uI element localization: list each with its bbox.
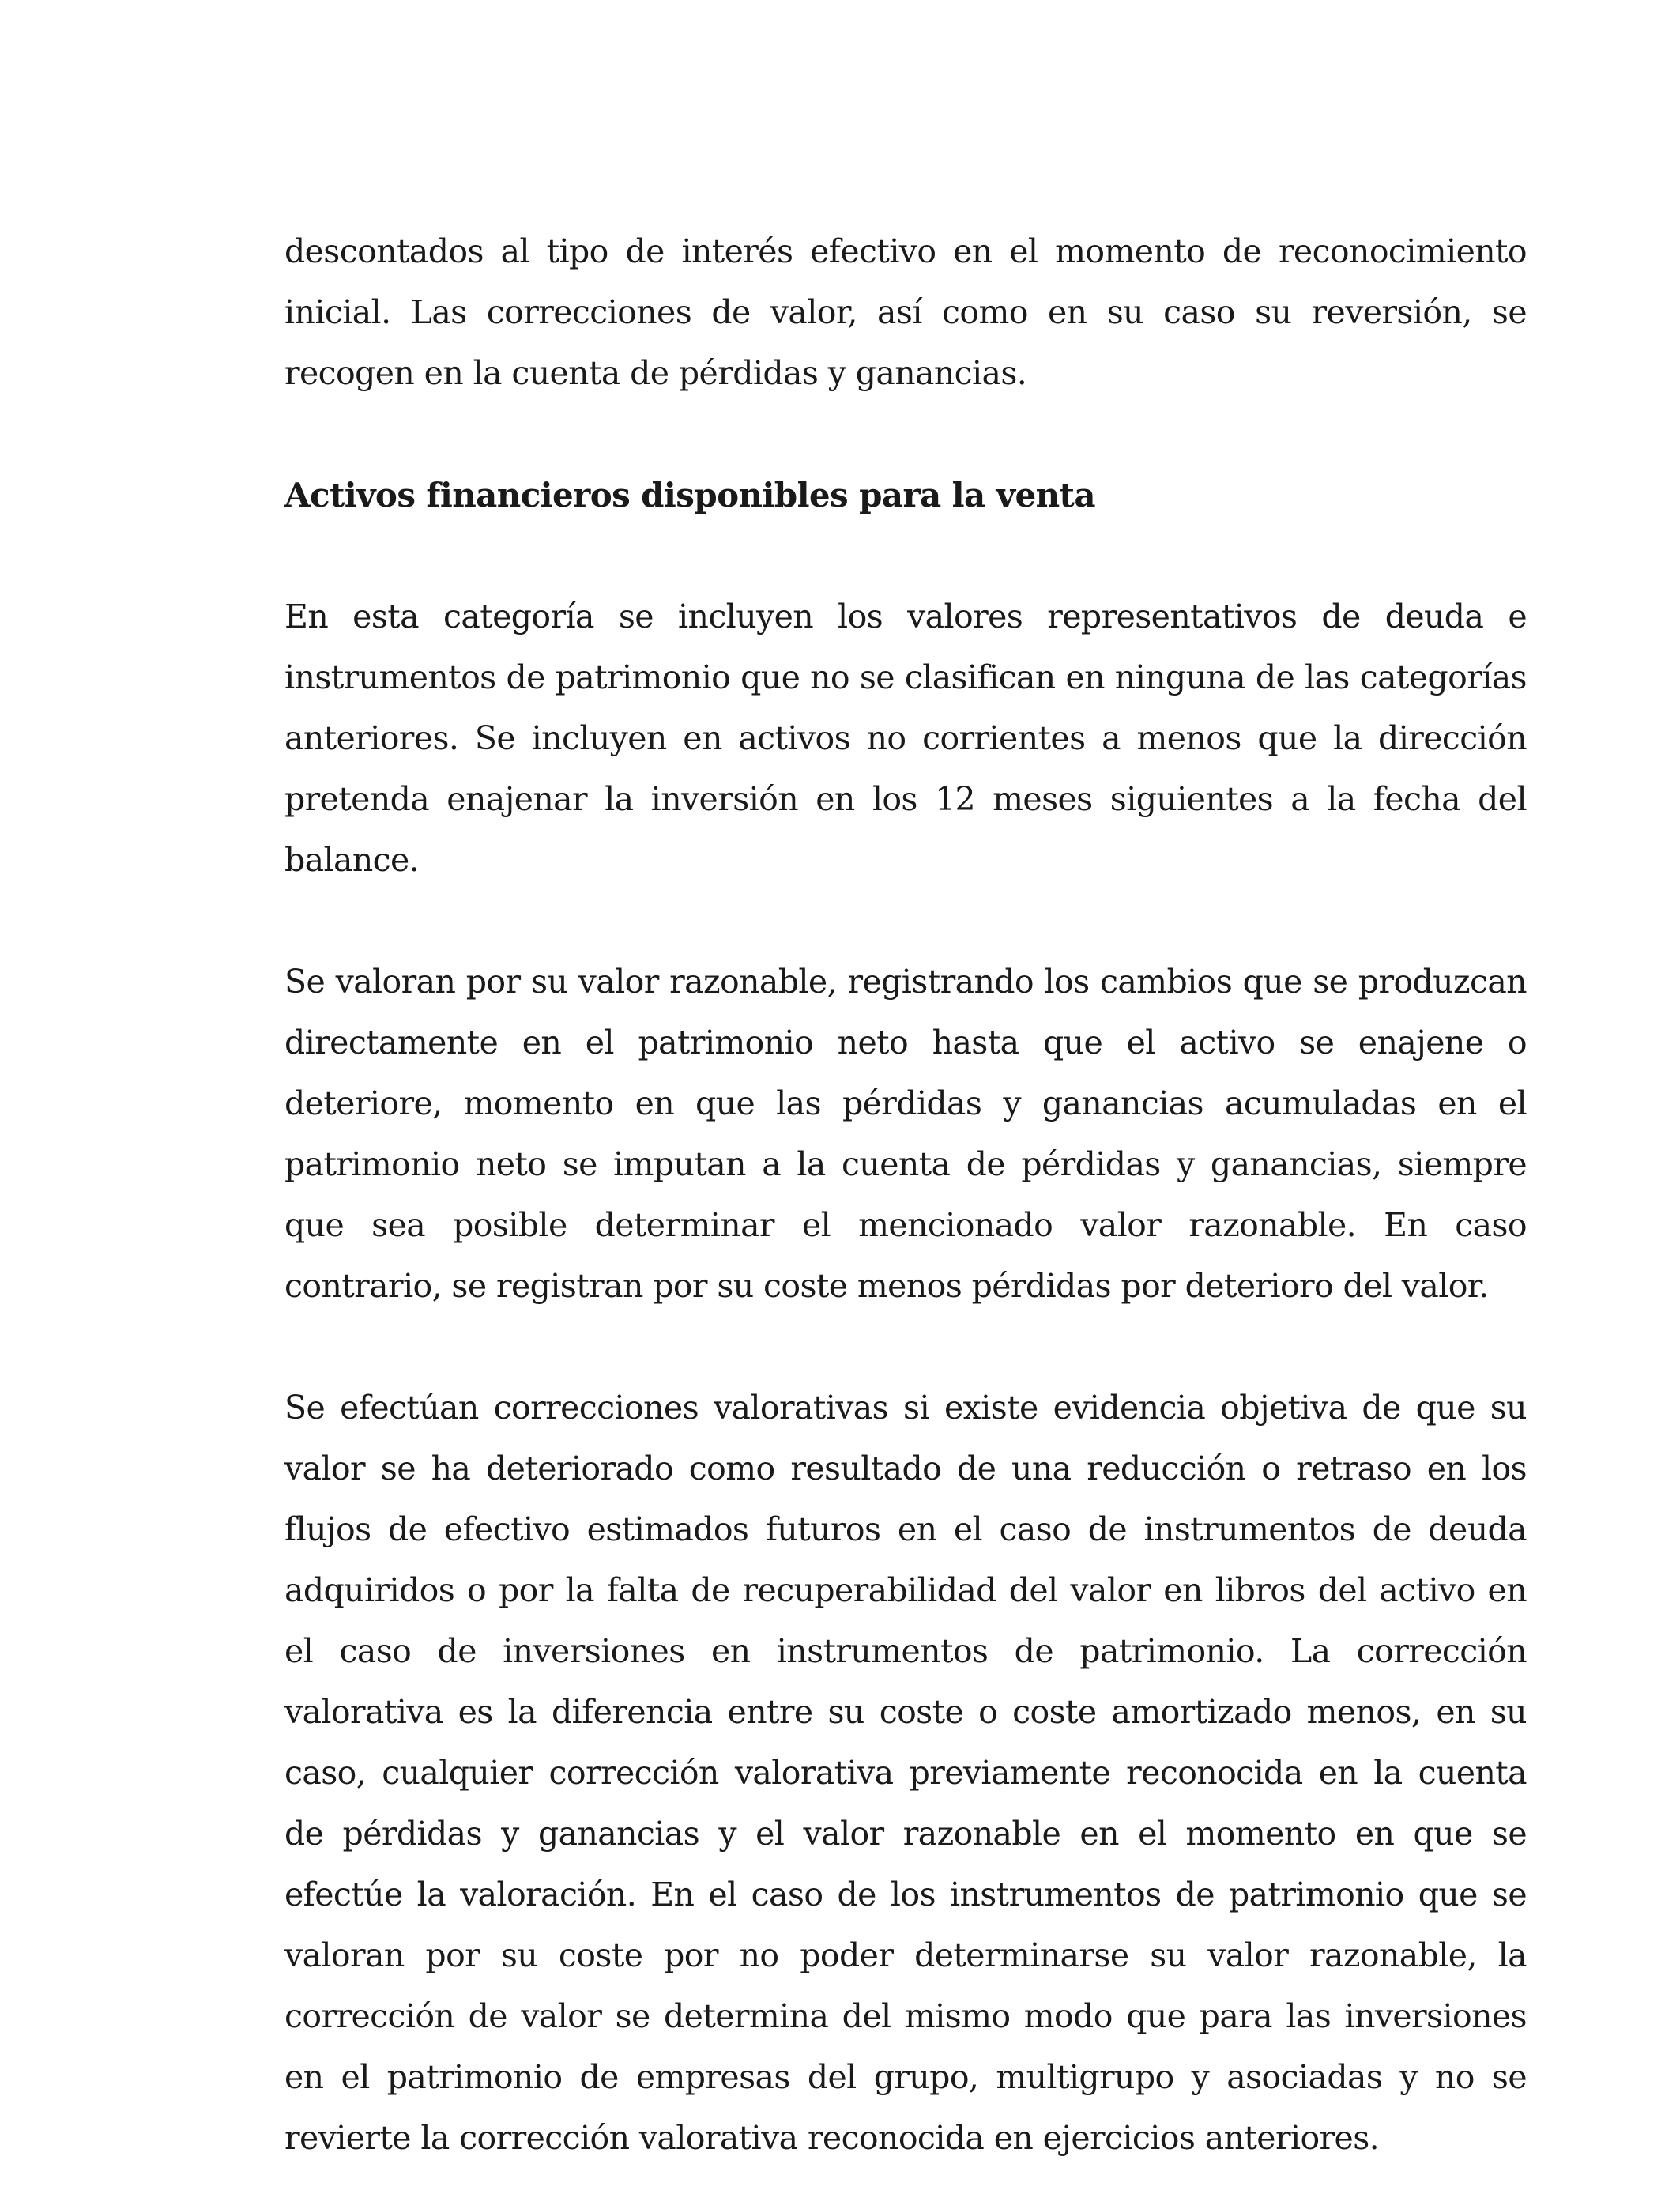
paragraph-intro: descontados al tipo de interés efectivo en el momento de reconocimiento inicial. Las correcciones de valor, así como en su caso su reversión, se recogen en la cuenta de pérdidas y ganancias. bbox=[284, 232, 1527, 392]
section-heading: Activos financieros disponibles para la venta bbox=[284, 476, 1095, 515]
page-content bbox=[284, 221, 1527, 2169]
paragraph-impairment: Se efectúan correcciones valorativas si existe evidencia objetiva de que su valor se ha deteriorado como resultado de una reducción o retraso en los flujos de efectivo estimados futuros en el caso de instrumentos de deuda adquiridos o por la falta de recuperabilidad del valor en libros del activo en el caso de inversiones en instrumentos de patrimonio. La corrección valorativa es la diferencia entre su coste o coste amortizado menos, en su caso, cualquier corrección valorativa previamente reconocida en la cuenta de pérdidas y ganancias y el valor razonable en el momento en que se efectúe la valoración. En el caso de los instrumentos de patrimonio que se valoran por su coste por no poder determinarse su valor razonable, la corrección de valor se determina del mismo modo que para las inversiones en el patrimonio de empresas del grupo, multigrupo y asociadas y no se revierte la corrección valorativa reconocida en ejercicios anteriores. bbox=[284, 1389, 1527, 2157]
paragraph-valuation: Se valoran por su valor razonable, registrando los cambios que se produzcan directamente en el patrimonio neto hasta que el activo se enajene o deteriore, momento en que las pérdidas y ganancias acumuladas en el patrimonio neto se imputan a la cuenta de pérdidas y ganancias, siempre que sea posible determinar el mencionado valor razonable. En caso contrario, se registran por su coste menos pérdidas por deterioro del valor. bbox=[284, 963, 1527, 1305]
paragraph-category-definition: En esta categoría se incluyen los valores representativos de deuda e instrumentos de patrimonio que no se clasifican en ninguna de las categorías anteriores. Se incluyen en activos no corrientes a menos que la dirección pretenda enajenar la inversión en los 12 meses siguientes a la fecha del balance. bbox=[284, 598, 1527, 879]
